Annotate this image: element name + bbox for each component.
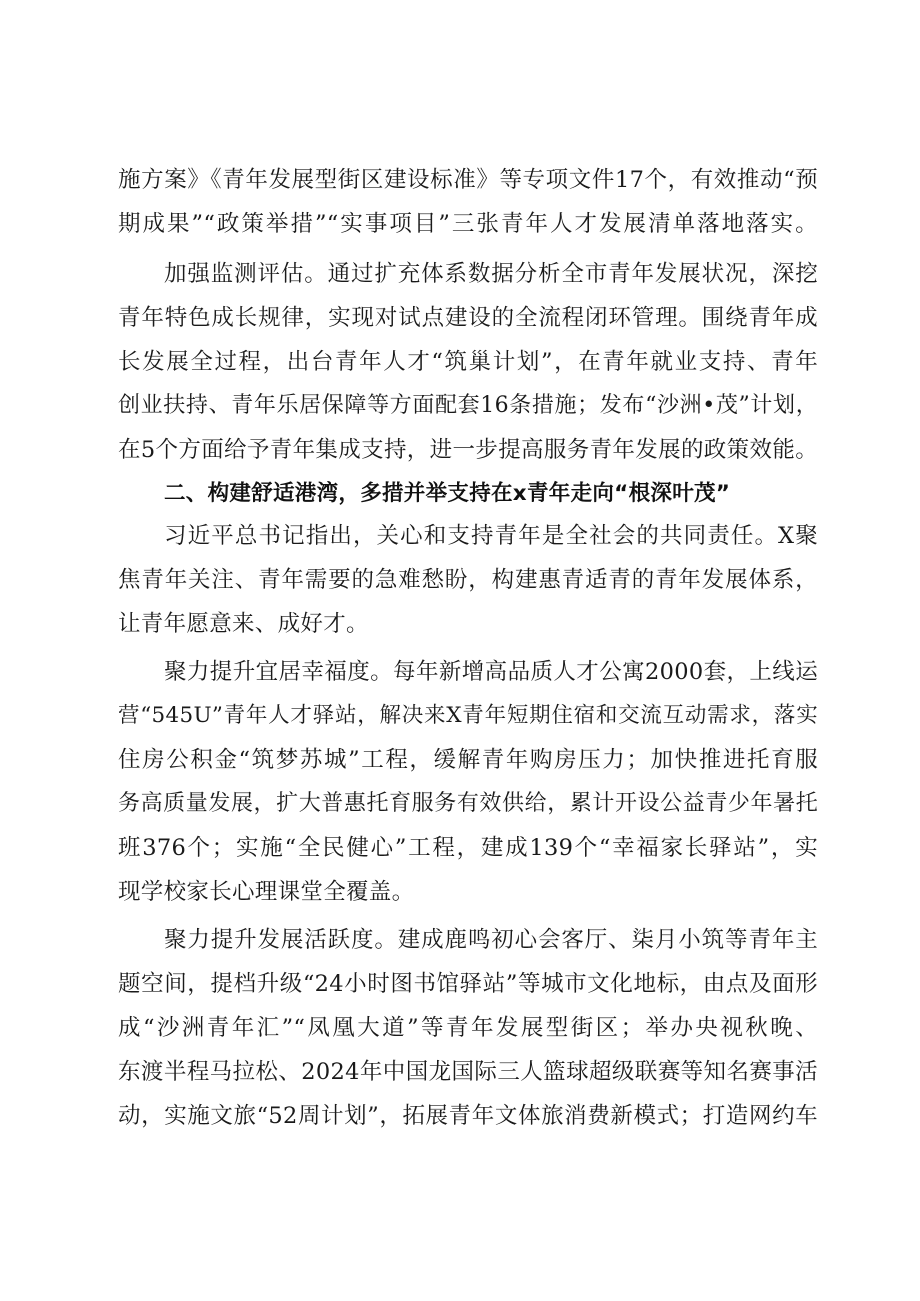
text-line: 现学校家长心理课堂全覆盖。 — [118, 879, 415, 905]
text-line: 成“沙洲青年汇”“凤凰大道”等青年发展型街区；举办央视秋晚、 — [118, 1015, 818, 1041]
text-line: 东渡半程马拉松、2024年中国龙国际三人篮球超级联赛等知名赛事活 — [118, 1059, 818, 1085]
text-line: 住房公积金“筑梦苏城”工程，缓解青年购房压力；加快推进托育服 — [118, 747, 818, 773]
text-line: 期成果”“政策举措”“实事项目”三张青年人才发展清单落地落实。 — [118, 211, 818, 237]
paragraph-first-line: 习近平总书记指出，关心和支持青年是全社会的共同责任。X聚 — [164, 523, 818, 549]
text-line: 营“545U”青年人才驿站，解决来X青年短期住宿和交流互动需求，落实 — [118, 703, 818, 728]
text-line: 班376个；实施“全民健心”工程，建成139个“幸福家长驿站”，实 — [118, 835, 818, 861]
section-heading: 二、构建舒适港湾，多措并举支持在x青年走向“根深叶茂” — [164, 481, 731, 506]
text-line: 长发展全过程，出台青年人才“筑巢计划”，在青年就业支持、青年 — [118, 349, 818, 375]
text-line: 青年特色成长规律，实现对试点建设的全流程闭环管理。围绕青年成 — [118, 305, 818, 331]
text-line: 让青年愿意来、成好才。 — [118, 611, 369, 637]
text-line: 动，实施文旅“52周计划”，拓展青年文体旅消费新模式；打造网约车 — [118, 1103, 818, 1129]
text-line: 务高质量发展，扩大普惠托育服务有效供给，累计开设公益青少年暑托 — [118, 791, 818, 816]
text-line: 题空间，提档升级“24小时图书馆驿站”等城市文化地标，由点及面形 — [118, 971, 818, 997]
text-line: 创业扶持、青年乐居保障等方面配套16条措施；发布“沙洲•茂”计划， — [118, 393, 818, 418]
text-line: 施方案》《青年发展型街区建设标准》等专项文件17个，有效推动“预 — [118, 167, 818, 193]
paragraph-first-line: 聚力提升发展活跃度。建成鹿鸣初心会客厅、柒月小筑等青年主 — [164, 927, 818, 953]
text-line: 焦青年关注、青年需要的急难愁盼，构建惠青适青的青年发展体系， — [118, 567, 818, 593]
text-line: 在5个方面给予青年集成支持，进一步提高服务青年发展的政策效能。 — [118, 437, 818, 463]
paragraph-first-line: 聚力提升宜居幸福度。每年新增高品质人才公寓2000套，上线运 — [164, 659, 818, 685]
paragraph-first-line: 加强监测评估。通过扩充体系数据分析全市青年发展状况，深挖 — [164, 261, 818, 287]
